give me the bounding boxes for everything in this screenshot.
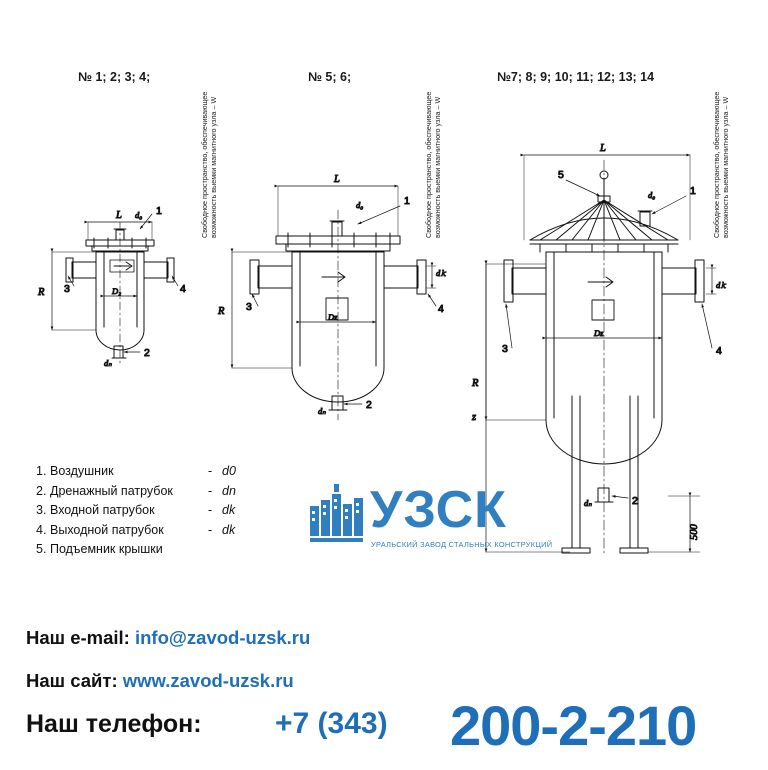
dim-L-1: L [116,210,122,221]
legend-item-1-number: 1. [36,464,47,478]
dim-D2-1: D₂ [112,286,122,296]
legend-item-5-dash [208,540,222,560]
logo-subtitle: УРАЛЬСКИЙ ЗАВОД СТАЛЬНЫХ КОНСТРУКЦИЙ [371,540,553,549]
legend-item-5-number: 5. [36,542,47,556]
free-space-note-1-line1: Свободное пространство, обеспечивающее [200,91,209,238]
dim-d0-2: d₀ [356,200,364,210]
contact-block [0,615,768,770]
legend-item-3-text: Входной патрубок [50,503,155,517]
legend-item-1-symbol: d0 [222,464,236,478]
dim-500-3: 500 [689,524,700,540]
callout-1-1: 1 [156,205,162,217]
legend-item-1 [36,462,236,482]
legend-item-4-text: Выходной патрубок [50,522,164,537]
site-row [26,670,294,692]
email-row [26,627,310,649]
dim-L-2: L [334,174,340,185]
callout-4-2: 4 [438,303,444,315]
legend-item-4-number: 4. [36,522,47,537]
site-label: Наш сайт: [26,670,118,691]
phone-number[interactable]: 200-2-210 [450,694,697,757]
legend-item-1-text: Воздушник [50,464,114,478]
callout-4-1: 4 [180,283,186,295]
dim-dn-3: dₙ [584,498,592,508]
callout-3-1: 3 [64,283,70,295]
legend-item-3 [36,501,236,521]
dim-z-3: z [472,412,477,423]
legend-item-1-dash: - [208,464,213,478]
group-title-2: № 5; 6; [308,70,352,84]
legend-item-2-symbol: dn [222,483,236,498]
dim-Dz-3: Dz [594,328,604,338]
free-space-note-3-line2: возможность выемки магнитного узла – W [721,96,730,238]
dim-d0-3: d₀ [648,190,656,200]
phone-code: +7 (343) [275,707,388,740]
legend-item-3-dash: - [208,503,213,517]
dim-dn-2: dₙ [318,406,326,416]
free-space-note-2-line2: возможность выемки магнитного узла – W [433,96,442,238]
logo-name: УЗСК [370,481,507,539]
legend-item-4-dash: - [208,522,213,537]
callout-3-3: 3 [502,343,508,355]
company-logo [307,460,553,570]
free-space-note-1-line2: возможность выемки магнитного узла – W [209,96,218,238]
callout-4-3: 4 [716,345,722,357]
legend-item-2-text: Дренажный патрубок [50,483,173,498]
callout-2-3: 2 [632,495,638,507]
callout-2-2: 2 [366,399,372,411]
callout-5-3: 5 [558,169,564,181]
dim-dn-1: dₙ [104,358,112,368]
factory-icon [307,478,377,548]
dim-dk-3: d𝚔 [716,280,727,290]
dim-dk-2: d𝚔 [436,268,447,278]
dim-d0-1: d₀ [135,210,143,220]
email-value[interactable]: info@zavod-uzsk.ru [134,627,311,648]
legend-item-2 [36,482,236,502]
callout-3-2: 3 [246,301,252,313]
legend-item-4-symbol: dk [222,522,236,537]
legend-item-2-dash: - [208,483,213,498]
callout-1-2: 1 [404,195,410,207]
callout-1-3: 1 [690,185,696,197]
legend-item-2-number: 2. [36,483,47,498]
site-value[interactable]: www.zavod-uzsk.ru [122,670,294,691]
legend [36,462,236,560]
legend-item-5-text: Подъемник крышки [50,542,163,556]
legend-item-5 [36,540,236,560]
dim-R-2: R [218,306,225,317]
dim-R-1: R [38,287,45,298]
legend-item-4 [36,521,236,541]
free-space-note-2-line1: Свободное пространство, обеспечивающее [424,91,433,238]
free-space-note-3-line1: Свободное пространство, обеспечивающее [712,91,721,238]
filter-drawing-2 [250,210,426,420]
callout-2-1: 2 [144,347,150,359]
dim-R-3: R [472,378,479,389]
legend-item-3-symbol: dk [222,503,236,517]
legend-item-3-number: 3. [36,503,47,517]
email-label: Наш e-mail: [26,627,130,648]
group-title-3: №7; 8; 9; 10; 11; 12; 13; 14 [497,70,655,84]
group-title-1: № 1; 2; 3; 4; [78,70,151,84]
dim-L-3: L [600,143,606,154]
phone-label: Наш телефон: [26,710,202,738]
dim-Dz-2: Dz [328,312,338,322]
filter-drawing-3 [504,160,704,556]
